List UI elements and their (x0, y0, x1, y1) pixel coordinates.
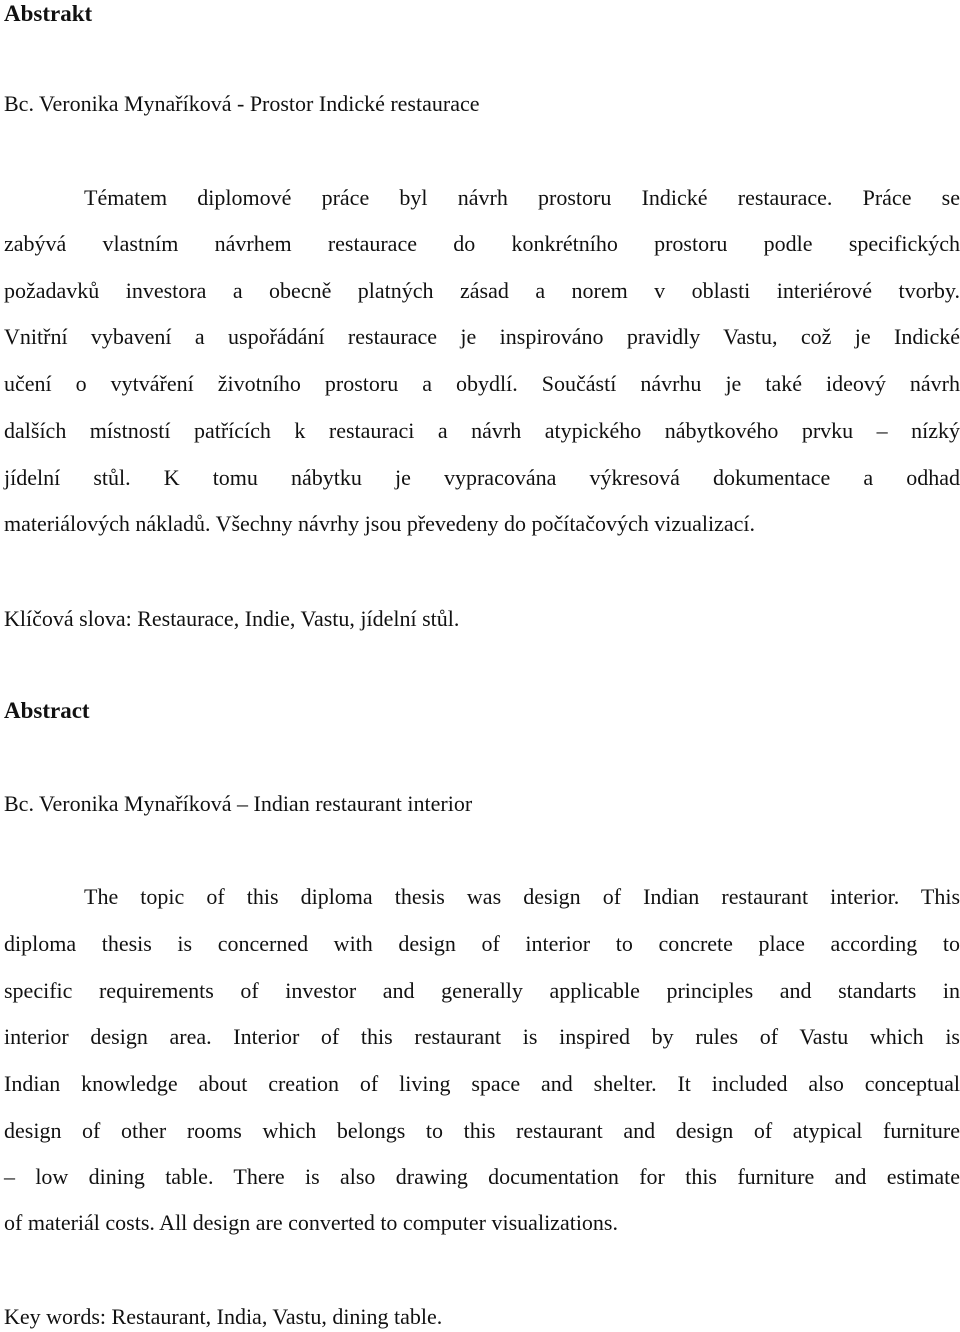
paragraph-line-en: specific requirements of investor and generally applicable principles and standarts in (4, 978, 960, 1003)
paragraph-line-cz: Tématem diplomové práce byl návrh prostoru Indické restaurace. Práce se (84, 185, 960, 210)
paragraph-line-cz: učení o vytváření životního prostoru a obydlí. Součástí návrhu je také ideový návrh (4, 371, 960, 396)
paragraph-line-cz: Vnitřní vybavení a uspořádání restaurace je inspirováno pravidly Vastu, což je Indické (4, 324, 960, 349)
keywords-en: Key words: Restaurant, India, Vastu, dining table. (4, 1304, 443, 1329)
paragraph-line-cz: požadavků investora a obecně platných zásad a norem v oblasti interiérové tvorby. (4, 278, 960, 303)
paragraph-line-en: interior design area. Interior of this restaurant is inspired by rules of Vastu which is (4, 1024, 960, 1049)
paragraph-line-en: Indian knowledge about creation of living space and shelter. It included also conceptual (4, 1071, 960, 1096)
paragraph-line-cz: materiálových nákladů. Všechny návrhy jsou převedeny do počítačových vizualizací. (4, 511, 755, 536)
paragraph-line-en: of materiál costs. All design are converted to computer visualizations. (4, 1210, 618, 1235)
paragraph-line-cz: dalších místností patřících k restauraci a návrh atypického nábytkového prvku – nízký (4, 418, 960, 443)
heading-cz: Abstrakt (4, 1, 93, 26)
heading-en: Abstract (4, 698, 90, 723)
paragraph-line-en: – low dining table. There is also drawing documentation for this furniture and estimate (4, 1164, 960, 1189)
paragraph-line-en: diploma thesis is concerned with design of interior to concrete place according to (4, 931, 960, 956)
keywords-cz: Klíčová slova: Restaurace, Indie, Vastu, jídelní stůl. (4, 606, 460, 631)
author-line-cz: Bc. Veronika Mynaříková - Prostor Indické restaurace (4, 91, 480, 116)
paragraph-line-en: The topic of this diploma thesis was design of Indian restaurant interior. This (84, 884, 960, 909)
author-line-en: Bc. Veronika Mynaříková – Indian restaurant interior (4, 791, 473, 816)
paragraph-line-cz: zabývá vlastním návrhem restaurace do konkrétního prostoru podle specifických (4, 231, 960, 256)
paragraph-line-en: design of other rooms which belongs to this restaurant and design of atypical furniture (4, 1118, 960, 1143)
paragraph-line-cz: jídelní stůl. K tomu nábytku je vypracována výkresová dokumentace a odhad (4, 465, 960, 490)
